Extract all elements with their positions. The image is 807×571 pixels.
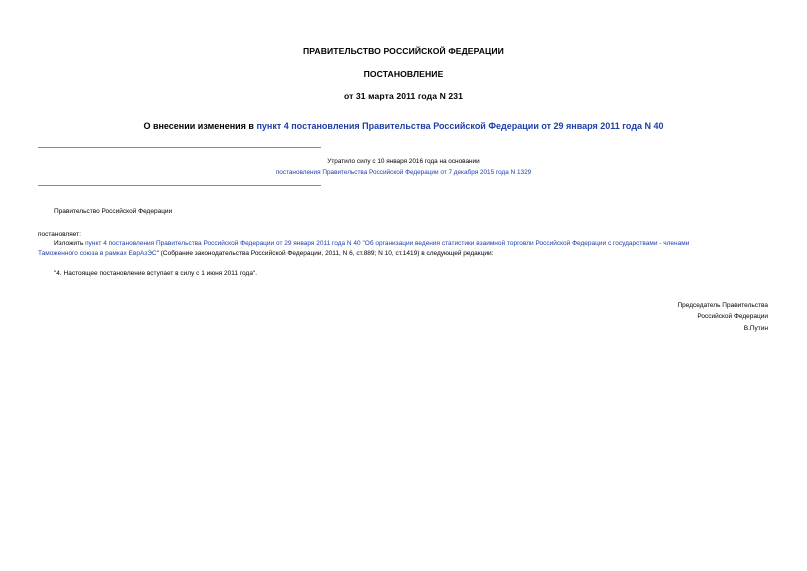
document-title (0, 121, 807, 131)
amendment-suffix: " (Собрание законодательства Российской Федерации, 2011, N 6, ст.889; N 10, ст.1419) в следующей редакции: (156, 250, 494, 257)
body-paragraph-amendment-line1 (54, 239, 689, 249)
amendment-prefix: Изложить (54, 240, 86, 247)
signature-block (677, 300, 768, 334)
body-paragraph-new-wording: "4. Настоящее постановление вступает в силу с 1 июня 2011 года". (54, 270, 258, 277)
body-paragraph-amendment-line2 (38, 249, 493, 259)
document-type-heading: ПОСТАНОВЛЕНИЕ (363, 69, 444, 79)
amendment-decree-title-link-cont[interactable]: Таможенного союза в рамках ЕврАзЭС (38, 250, 157, 257)
bottom-divider (38, 185, 321, 186)
amendment-decree-title-link[interactable]: "Об организации ведения статистики взаимной торговли Российской Федерации с государствами - членами (360, 240, 690, 247)
signature-name: В.Путин (743, 324, 768, 332)
body-paragraph-government: Правительство Российской Федерации (54, 208, 173, 215)
document-date-number: от 31 марта 2011 года N 231 (344, 91, 463, 101)
status-note-repeal-link[interactable]: постановления Правительства Российской Федерации от 7 декабря 2015 года N 1329 (275, 169, 532, 176)
status-note-line1: Утратило силу с 10 января 2016 года на основании (327, 158, 480, 165)
title-prefix: О внесении изменения в (143, 121, 257, 131)
title-reference-link[interactable]: пункт 4 постановления Правительства Российской Федерации от 29 января 2011 года N 40 (256, 121, 664, 131)
top-divider (38, 147, 321, 148)
authority-heading: ПРАВИТЕЛЬСТВО РОССИЙСКОЙ ФЕДЕРАЦИИ (303, 46, 504, 56)
signature-country: Российской Федерации (697, 313, 768, 321)
body-paragraph-resolves: постановляет: (38, 231, 81, 238)
amendment-reference-link[interactable]: пункт 4 постановления Правительства Российской Федерации от 29 января 2011 года N 40 (85, 240, 361, 247)
signature-position: Председатель Правительства (677, 302, 768, 309)
